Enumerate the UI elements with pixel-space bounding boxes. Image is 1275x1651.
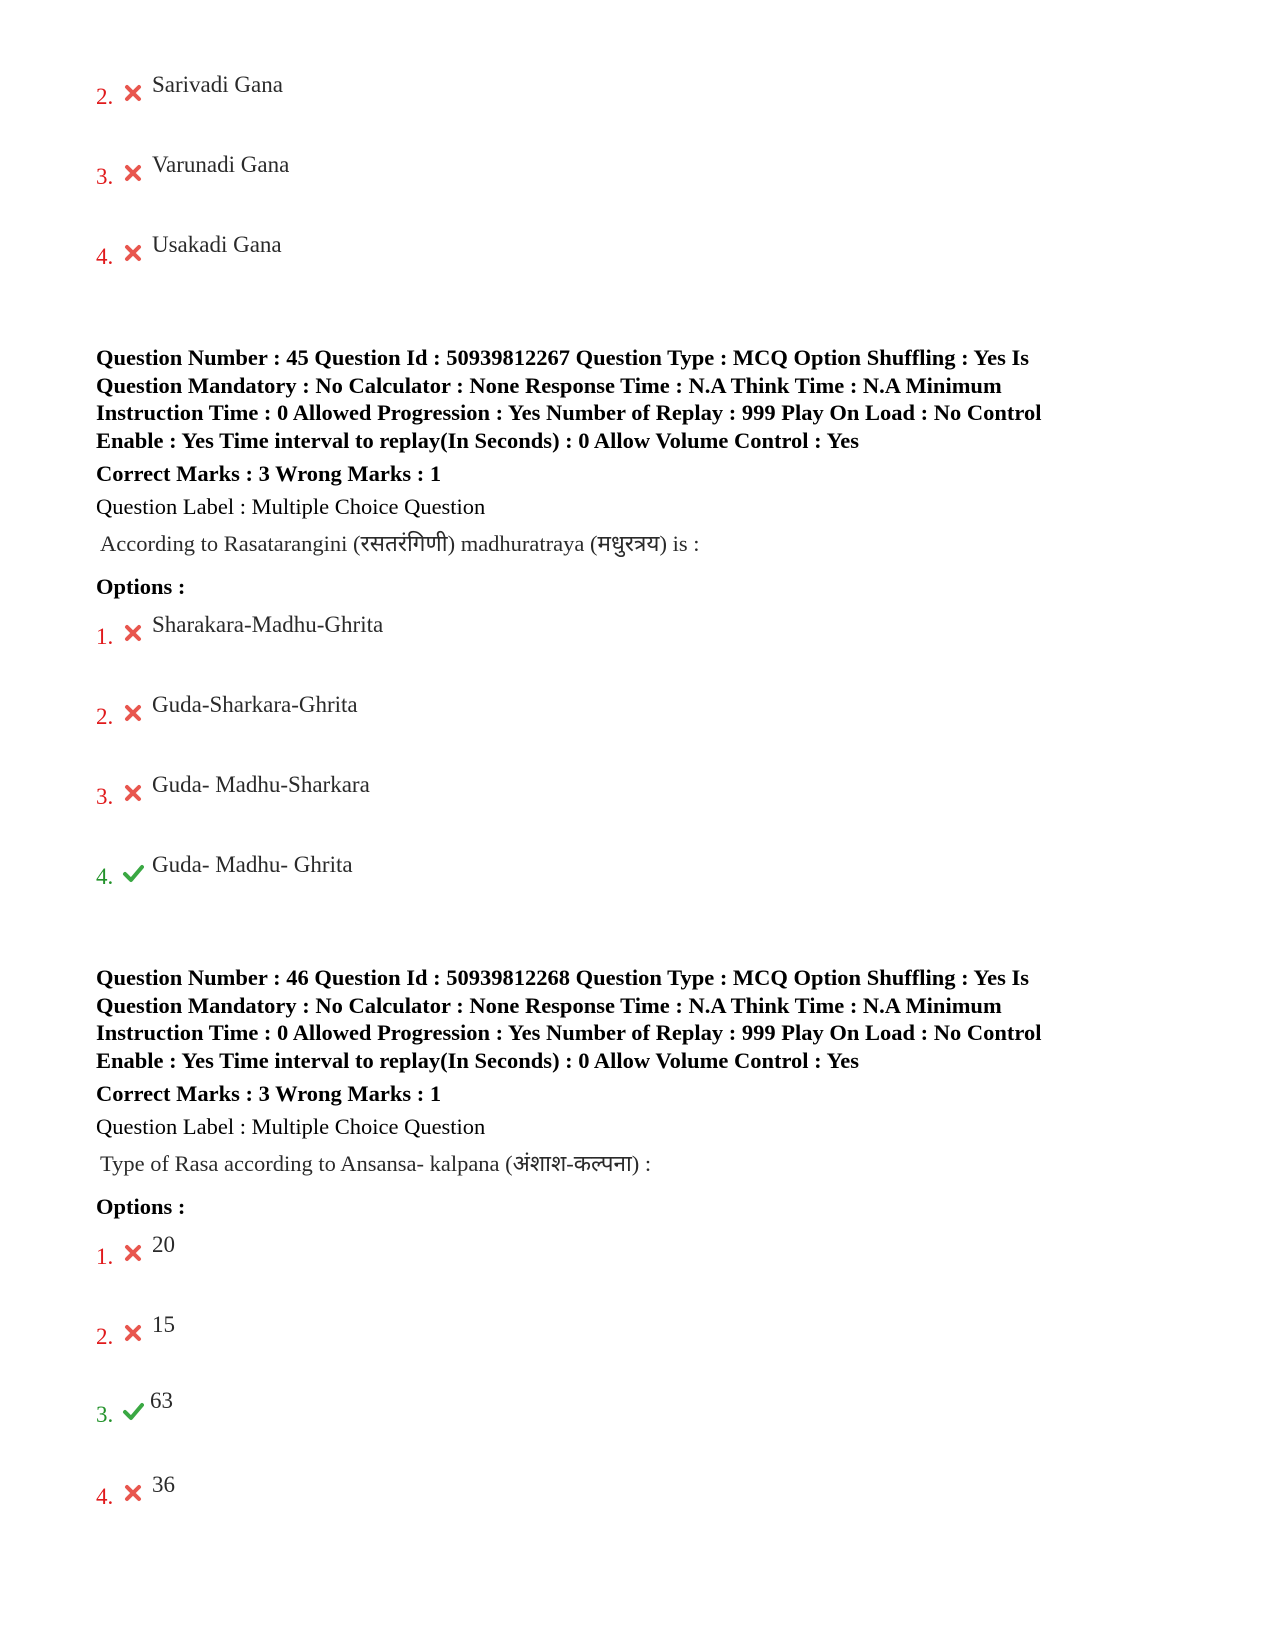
meta-line: Enable : Yes Time interval to replay(In Seconds) : 0 Allow Volume Control : Yes — [96, 427, 859, 453]
option-row — [96, 612, 796, 652]
option-number: 3. — [96, 1402, 114, 1427]
option-number: 4. — [96, 864, 114, 889]
option-row — [96, 772, 796, 812]
option-number: 3. — [96, 164, 114, 189]
cross-mark-icon — [122, 702, 144, 724]
meta-line: Question Number : 46 Question Id : 50939812268 Question Type : MCQ Option Shuffling : Yes Is — [96, 965, 1030, 990]
question-text: Type of Rasa according to Ansansa- kalpana (अंशाश-कल्पना) : — [100, 1151, 652, 1176]
option-row — [96, 232, 796, 272]
option-text: Varunadi Gana — [152, 152, 290, 177]
option-row — [96, 152, 796, 192]
question-text: According to Rasatarangini (रसतरंगिणी) madhuratraya (मधुरत्रय) is : — [100, 531, 700, 556]
options-heading: Options : — [96, 1194, 186, 1219]
option-number: 2. — [96, 704, 114, 729]
option-row — [96, 1232, 796, 1272]
option-text: 20 — [152, 1232, 175, 1257]
option-number: 1. — [96, 1244, 114, 1269]
option-number: 2. — [96, 1324, 114, 1349]
option-text: Sarivadi Gana — [152, 72, 283, 97]
question-metadata — [96, 964, 1196, 1074]
option-row — [96, 1472, 796, 1512]
cross-mark-icon — [122, 1322, 144, 1344]
option-text: Guda- Madhu-Sharkara — [152, 772, 370, 797]
option-row — [96, 72, 796, 112]
option-text: Usakadi Gana — [152, 232, 282, 257]
meta-line: Question Mandatory : No Calculator : None Response Time : N.A Think Time : N.A Minimum — [96, 992, 1002, 1018]
option-text: 15 — [152, 1312, 175, 1337]
cross-mark-icon — [122, 162, 144, 184]
option-text: 63 — [150, 1388, 173, 1413]
cross-mark-icon — [122, 82, 144, 104]
meta-line: Instruction Time : 0 Allowed Progression : Yes Number of Replay : 999 Play On Load : No Control — [96, 1020, 1042, 1045]
meta-line: Question Mandatory : No Calculator : None Response Time : N.A Think Time : N.A Minimum — [96, 372, 1002, 398]
option-number: 3. — [96, 784, 114, 809]
meta-line: Question Number : 45 Question Id : 50939812267 Question Type : MCQ Option Shuffling : Yes Is — [96, 345, 1030, 370]
option-number: 1. — [96, 624, 114, 649]
option-number: 4. — [96, 244, 114, 269]
check-mark-icon — [122, 1400, 144, 1422]
question-label: Question Label : Multiple Choice Question — [96, 1114, 486, 1139]
cross-mark-icon — [122, 242, 144, 264]
option-row — [96, 852, 796, 892]
meta-line: Enable : Yes Time interval to replay(In Seconds) : 0 Allow Volume Control : Yes — [96, 1047, 859, 1073]
option-row — [96, 1390, 796, 1430]
option-text: Guda-Sharkara-Ghrita — [152, 692, 358, 717]
option-number: 2. — [96, 84, 114, 109]
option-text: Guda- Madhu- Ghrita — [152, 852, 353, 877]
options-heading: Options : — [96, 574, 186, 599]
option-row — [96, 1312, 796, 1352]
question-label: Question Label : Multiple Choice Question — [96, 494, 486, 519]
option-row — [96, 692, 796, 732]
option-number: 4. — [96, 1484, 114, 1509]
cross-mark-icon — [122, 1482, 144, 1504]
question-marks: Correct Marks : 3 Wrong Marks : 1 — [96, 1081, 442, 1106]
question-metadata — [96, 344, 1196, 454]
question-46-block — [96, 964, 1196, 1220]
cross-mark-icon — [122, 622, 144, 644]
cross-mark-icon — [122, 1242, 144, 1264]
question-45-block — [96, 344, 1196, 600]
question-marks: Correct Marks : 3 Wrong Marks : 1 — [96, 461, 442, 486]
cross-mark-icon — [122, 782, 144, 804]
option-text: 36 — [152, 1472, 175, 1497]
option-text: Sharakara-Madhu-Ghrita — [152, 612, 384, 637]
meta-line: Instruction Time : 0 Allowed Progression : Yes Number of Replay : 999 Play On Load : No Control — [96, 400, 1042, 425]
check-mark-icon — [122, 862, 144, 884]
